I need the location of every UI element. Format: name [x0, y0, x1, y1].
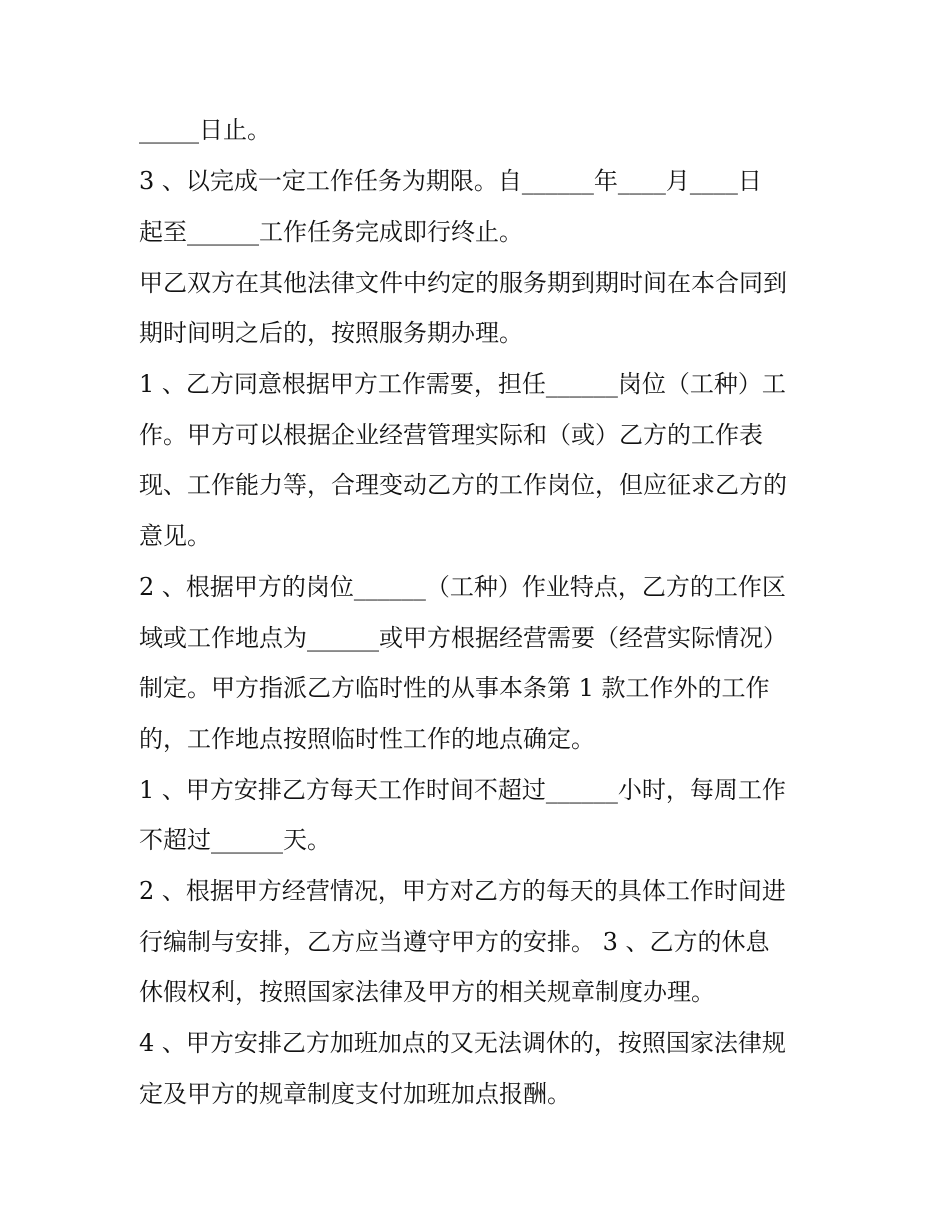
text-line: 行编制与安排，乙方应当遵守甲方的安排。 3 、乙方的休息 — [139, 928, 770, 956]
text-line: 甲乙双方在其他法律文件中约定的服务期到期时间在本合同到 — [139, 269, 787, 297]
text-line: 作。甲方可以根据企业经营管理实际和（或）乙方的工作表 — [139, 421, 763, 449]
text-line: 2 、根据甲方经营情况，甲方对乙方的每天的具体工作时间进 — [139, 877, 786, 905]
text-line: 期时间明之后的，按照服务期办理。 — [139, 319, 523, 347]
text-line: 1 、乙方同意根据甲方工作需要，担任______岗位（工种）工 — [139, 370, 786, 398]
text-line: 3 、以完成一定工作任务为期限。自______年____月____日 — [139, 167, 762, 195]
text-line: 域或工作地点为______或甲方根据经营需要（经营实际情况） — [139, 624, 787, 652]
text-line: 起至______工作任务完成即行终止。 — [139, 218, 523, 246]
text-line: 制定。甲方指派乙方临时性的从事本条第 1 款工作外的工作 — [139, 674, 770, 702]
text-line: 2 、根据甲方的岗位______（工种）作业特点，乙方的工作区 — [139, 573, 786, 601]
text-line: 4 、甲方安排乙方加班加点的又无法调休的，按照国家法律规 — [139, 1029, 786, 1057]
text-line: 1 、甲方安排乙方每天工作时间不超过______小时，每周工作 — [139, 776, 786, 804]
text-line: 意见。 — [139, 522, 211, 550]
text-line: 的，工作地点按照临时性工作的地点确定。 — [139, 725, 595, 753]
text-line: 现、工作能力等，合理变动乙方的工作岗位，但应征求乙方的 — [139, 471, 787, 499]
text-line: _____日止。 — [139, 116, 271, 144]
text-line: 休假权利，按照国家法律及甲方的相关规章制度办理。 — [139, 978, 715, 1006]
text-line: 定及甲方的规章制度支付加班加点报酬。 — [139, 1080, 571, 1108]
text-line: 不超过______天。 — [139, 826, 331, 854]
